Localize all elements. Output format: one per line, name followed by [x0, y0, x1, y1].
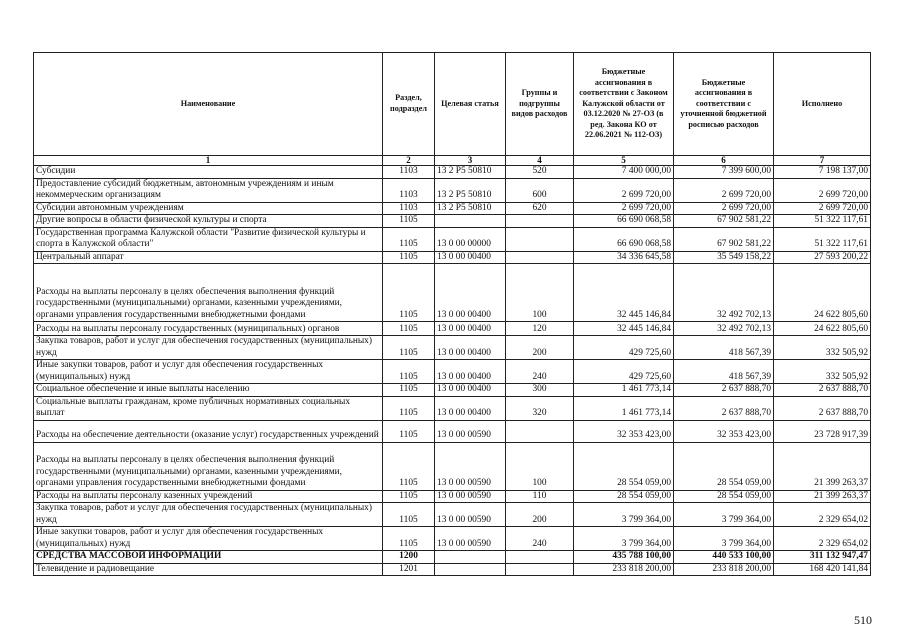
row-article: 13 0 00 00400	[435, 360, 506, 384]
row-name: Закупка товаров, работ и услуг для обеспечения государственных (муниципальных) нужд	[34, 336, 383, 360]
row-name: Субсидии автономным учреждениям	[34, 202, 383, 215]
column-number: 6	[674, 156, 774, 166]
row-law-allocation: 28 554 059,00	[574, 442, 674, 490]
row-name: Телевидение и радиовещание	[34, 563, 383, 576]
row-group	[506, 227, 574, 251]
row-section: 1105	[383, 336, 435, 360]
row-name: Центральный аппарат	[34, 251, 383, 264]
row-group	[506, 215, 574, 228]
row-schedule-allocation: 418 567,39	[674, 360, 774, 384]
row-article: 13 0 00 00590	[435, 503, 506, 527]
table-body	[34, 166, 871, 576]
row-group: 200	[506, 336, 574, 360]
budget-table	[33, 52, 871, 576]
column-number: 2	[383, 156, 435, 166]
table-row	[34, 178, 871, 202]
row-law-allocation: 28 554 059,00	[574, 490, 674, 503]
row-law-allocation: 66 690 068,58	[574, 227, 674, 251]
row-section: 1103	[383, 178, 435, 202]
row-name: Социальное обеспечение и иные выплаты населению	[34, 384, 383, 397]
header-section: Раздел, подраздел	[383, 53, 435, 156]
column-number: 7	[774, 156, 871, 166]
table-row	[34, 563, 871, 576]
table-row	[34, 490, 871, 503]
row-law-allocation: 32 445 146,84	[574, 322, 674, 336]
table-row	[34, 527, 871, 551]
column-number: 1	[34, 156, 383, 166]
row-name: Иные закупки товаров, работ и услуг для обеспечения государственных (муниципальных) нужд	[34, 360, 383, 384]
row-law-allocation: 32 445 146,84	[574, 264, 674, 322]
row-group	[506, 251, 574, 264]
table-row	[34, 264, 871, 322]
row-article: 13 0 00 00400	[435, 336, 506, 360]
row-name: Расходы на выплаты персоналу в целях обеспечения выполнения функций государственными (муниципальными) органами, казенными учреждениями, органами управления государственными внебюджетными фондами	[34, 264, 383, 322]
row-name: Предоставление субсидий бюджетным, автономным учреждениям и иным некоммерческим организациям	[34, 178, 383, 202]
row-schedule-allocation: 67 902 581,22	[674, 215, 774, 228]
row-section: 1105	[383, 360, 435, 384]
row-executed: 51 322 117,61	[774, 215, 871, 228]
row-schedule-allocation: 2 699 720,00	[674, 178, 774, 202]
row-name: Расходы на выплаты персоналу государственных (муниципальных) органов	[34, 322, 383, 336]
row-law-allocation: 429 725,60	[574, 360, 674, 384]
row-law-allocation: 3 799 364,00	[574, 503, 674, 527]
row-name: Расходы на обеспечение деятельности (оказание услуг) государственных учреждений	[34, 420, 383, 442]
row-law-allocation: 7 400 000,00	[574, 166, 674, 179]
row-schedule-allocation: 32 492 702,13	[674, 264, 774, 322]
row-article: 13 2 P5 50810	[435, 178, 506, 202]
table-row	[34, 251, 871, 264]
row-law-allocation: 3 799 364,00	[574, 527, 674, 551]
column-number-row	[34, 156, 871, 166]
row-schedule-allocation: 67 902 581,22	[674, 227, 774, 251]
row-section: 1105	[383, 215, 435, 228]
column-number: 4	[506, 156, 574, 166]
row-executed: 21 399 263,37	[774, 442, 871, 490]
table-row	[34, 227, 871, 251]
row-schedule-allocation: 2 637 888,70	[674, 396, 774, 420]
row-law-allocation: 2 699 720,00	[574, 202, 674, 215]
row-executed: 168 420 141,84	[774, 563, 871, 576]
row-schedule-allocation: 28 554 059,00	[674, 442, 774, 490]
row-article: 13 0 00 00590	[435, 420, 506, 442]
row-executed: 2 637 888,70	[774, 396, 871, 420]
row-section: 1201	[383, 563, 435, 576]
row-schedule-allocation: 418 567,39	[674, 336, 774, 360]
row-executed: 2 699 720,00	[774, 202, 871, 215]
row-executed: 332 505,92	[774, 336, 871, 360]
column-number: 3	[435, 156, 506, 166]
row-executed: 7 198 137,00	[774, 166, 871, 179]
row-executed: 2 329 654,02	[774, 503, 871, 527]
row-schedule-allocation: 32 492 702,13	[674, 322, 774, 336]
row-schedule-allocation: 35 549 158,22	[674, 251, 774, 264]
header-law-allocation: Бюджетные ассигнования в соответствии с Законом Калужской области от 03.12.2020 № 27-ОЗ (в ред. Закона КО от 22.06.2021 № 112-ОЗ)	[574, 53, 674, 156]
row-law-allocation: 32 353 423,00	[574, 420, 674, 442]
row-section: 1105	[383, 322, 435, 336]
row-article: 13 0 00 00400	[435, 384, 506, 397]
row-group: 100	[506, 442, 574, 490]
row-name: Закупка товаров, работ и услуг для обеспечения государственных (муниципальных) нужд	[34, 503, 383, 527]
row-section: 1105	[383, 384, 435, 397]
row-name: Расходы на выплаты персоналу казенных учреждений	[34, 490, 383, 503]
row-section: 1200	[383, 551, 435, 564]
row-schedule-allocation: 2 637 888,70	[674, 384, 774, 397]
table-row	[34, 420, 871, 442]
row-section: 1105	[383, 227, 435, 251]
table-row	[34, 396, 871, 420]
row-executed: 24 622 805,60	[774, 264, 871, 322]
row-schedule-allocation: 32 353 423,00	[674, 420, 774, 442]
row-name: Субсидии	[34, 166, 383, 179]
table-row	[34, 322, 871, 336]
table-row	[34, 503, 871, 527]
row-executed: 2 637 888,70	[774, 384, 871, 397]
row-group: 620	[506, 202, 574, 215]
row-section: 1105	[383, 503, 435, 527]
row-law-allocation: 2 699 720,00	[574, 178, 674, 202]
row-executed: 332 505,92	[774, 360, 871, 384]
row-section: 1105	[383, 527, 435, 551]
row-article: 13 2 P5 50810	[435, 166, 506, 179]
table-row	[34, 442, 871, 490]
row-law-allocation: 429 725,60	[574, 336, 674, 360]
row-section: 1105	[383, 251, 435, 264]
row-article: 13 2 P5 50810	[435, 202, 506, 215]
header-group: Группы и подгруппы видов расходов	[506, 53, 574, 156]
row-article	[435, 215, 506, 228]
row-article: 13 0 00 00590	[435, 490, 506, 503]
header-row	[34, 53, 871, 156]
row-section: 1105	[383, 420, 435, 442]
table-row	[34, 166, 871, 179]
row-article: 13 0 00 00590	[435, 442, 506, 490]
table-row	[34, 551, 871, 564]
table-row	[34, 360, 871, 384]
row-schedule-allocation: 3 799 364,00	[674, 527, 774, 551]
row-schedule-allocation: 440 533 100,00	[674, 551, 774, 564]
row-executed: 311 132 947,47	[774, 551, 871, 564]
table-row	[34, 202, 871, 215]
row-group: 110	[506, 490, 574, 503]
page-number: 510	[854, 613, 872, 627]
row-group	[506, 563, 574, 576]
row-section: 1105	[383, 264, 435, 322]
row-schedule-allocation: 2 699 720,00	[674, 202, 774, 215]
row-section: 1103	[383, 202, 435, 215]
row-executed: 23 728 917,39	[774, 420, 871, 442]
row-law-allocation: 233 818 200,00	[574, 563, 674, 576]
row-group: 100	[506, 264, 574, 322]
row-group: 240	[506, 360, 574, 384]
row-law-allocation: 435 788 100,00	[574, 551, 674, 564]
row-article: 13 0 00 00000	[435, 227, 506, 251]
row-schedule-allocation: 233 818 200,00	[674, 563, 774, 576]
row-section: 1105	[383, 442, 435, 490]
row-law-allocation: 1 461 773,14	[574, 384, 674, 397]
row-group	[506, 420, 574, 442]
row-law-allocation: 66 690 068,58	[574, 215, 674, 228]
row-group: 200	[506, 503, 574, 527]
row-article: 13 0 00 00400	[435, 264, 506, 322]
row-article: 13 0 00 00400	[435, 396, 506, 420]
header-schedule-allocation: Бюджетные ассигнования в соответствии с уточненной бюджетной росписью расходов	[674, 53, 774, 156]
table-row	[34, 215, 871, 228]
row-name: Социальные выплаты гражданам, кроме публичных нормативных социальных выплат	[34, 396, 383, 420]
row-group: 520	[506, 166, 574, 179]
column-number: 5	[574, 156, 674, 166]
row-name: Иные закупки товаров, работ и услуг для обеспечения государственных (муниципальных) нужд	[34, 527, 383, 551]
table-row	[34, 384, 871, 397]
header-article: Целевая статья	[435, 53, 506, 156]
row-section: 1103	[383, 166, 435, 179]
row-name: Государственная программа Калужской области "Развитие физической культуры и спорта в Калужской области"	[34, 227, 383, 251]
row-executed: 21 399 263,37	[774, 490, 871, 503]
row-group: 240	[506, 527, 574, 551]
row-group: 320	[506, 396, 574, 420]
row-executed: 27 593 200,22	[774, 251, 871, 264]
row-law-allocation: 34 336 645,58	[574, 251, 674, 264]
row-schedule-allocation: 3 799 364,00	[674, 503, 774, 527]
row-section: 1105	[383, 490, 435, 503]
row-group: 300	[506, 384, 574, 397]
row-article: 13 0 00 00590	[435, 527, 506, 551]
row-article: 13 0 00 00400	[435, 322, 506, 336]
row-schedule-allocation: 28 554 059,00	[674, 490, 774, 503]
row-group	[506, 551, 574, 564]
row-group: 600	[506, 178, 574, 202]
row-executed: 24 622 805,60	[774, 322, 871, 336]
row-executed: 2 329 654,02	[774, 527, 871, 551]
header-name: Наименование	[34, 53, 383, 156]
row-law-allocation: 1 461 773,14	[574, 396, 674, 420]
row-article: 13 0 00 00400	[435, 251, 506, 264]
row-article	[435, 563, 506, 576]
header-executed: Исполнено	[774, 53, 871, 156]
row-name: Другие вопросы в области физической культуры и спорта	[34, 215, 383, 228]
row-group: 120	[506, 322, 574, 336]
row-executed: 51 322 117,61	[774, 227, 871, 251]
row-name: СРЕДСТВА МАССОВОЙ ИНФОРМАЦИИ	[34, 551, 383, 564]
row-article	[435, 551, 506, 564]
row-executed: 2 699 720,00	[774, 178, 871, 202]
row-section: 1105	[383, 396, 435, 420]
row-name: Расходы на выплаты персоналу в целях обеспечения выполнения функций государственными (муниципальными) органами, казенными учреждениями, органами управления государственными внебюджетными фондами	[34, 442, 383, 490]
row-schedule-allocation: 7 399 600,00	[674, 166, 774, 179]
table-row	[34, 336, 871, 360]
